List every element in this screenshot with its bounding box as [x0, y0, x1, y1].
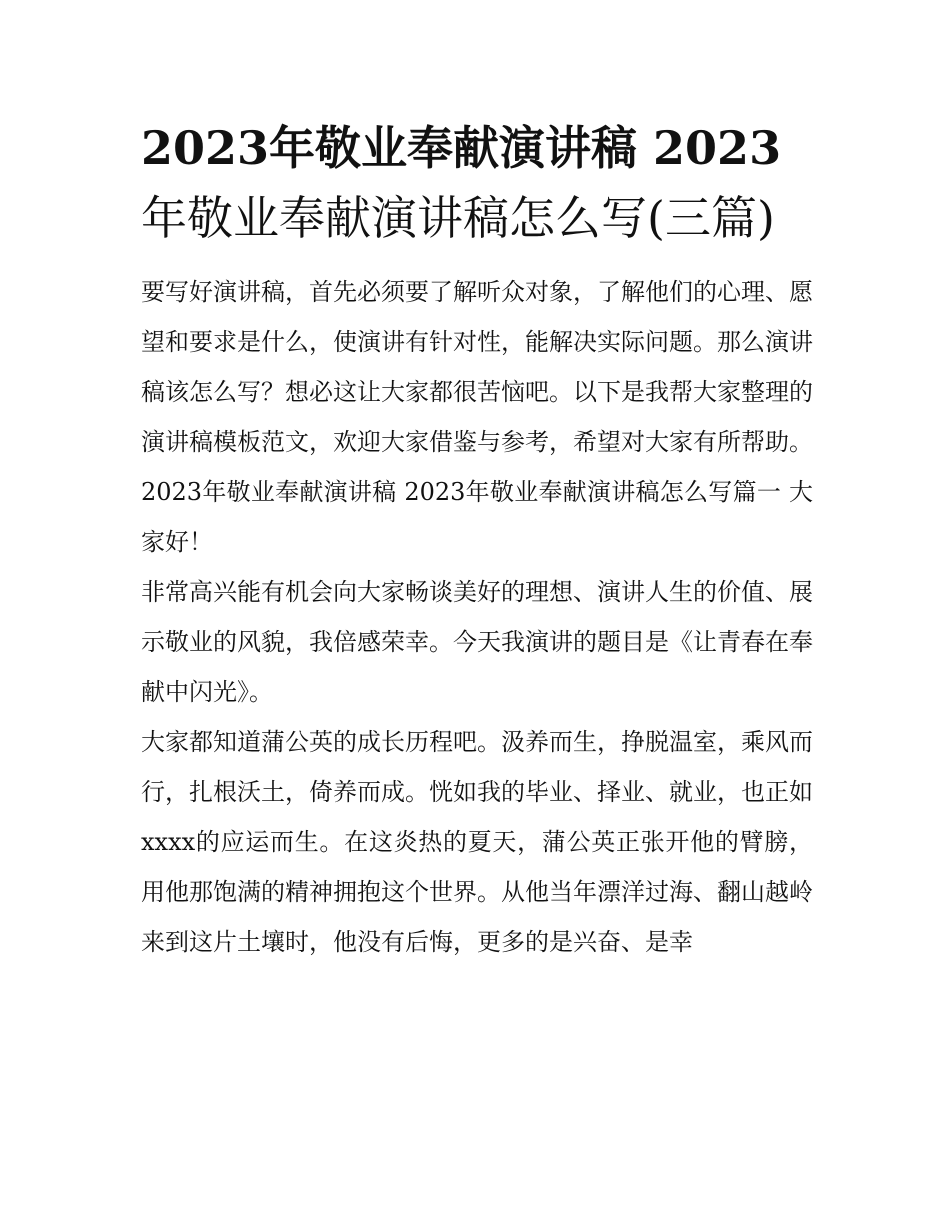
body-paragraph: 大家都知道蒲公英的成长历程吧。汲养而生，挣脱温室，乘风而行，扎根沃土，倚养而成。恍如我的毕业、择业、就业，也正如xxxx的应运而生。在这炎热的夏天，蒲公英正张开他的臂膀，用他那饱满的精神拥抱这个世界。从他当年漂洋过海、翻山越岭来到这片土壤时，他没有后悔，更多的是兴奋、是幸 — [141, 728, 813, 956]
section-heading-paragraph: 2023年敬业奉献演讲稿 2023年敬业奉献演讲稿怎么写篇一 大家好！ — [141, 478, 813, 556]
document-title — [141, 113, 813, 253]
document-title-bold: 2023年敬业奉献演讲稿 2023 — [141, 121, 782, 175]
document-content — [141, 113, 813, 967]
document-title-rest: 年敬业奉献演讲稿怎么写(三篇) — [141, 191, 775, 245]
document-body — [141, 267, 813, 967]
intro-paragraph: 要写好演讲稿，首先必须要了解听众对象，了解他们的心理、愿望和要求是什么，使演讲有针对性，能解决实际问题。那么演讲稿该怎么写？想必这让大家都很苦恼吧。以下是我帮大家整理的演讲稿模板范文，欢迎大家借鉴与参考，希望对大家有所帮助。 — [141, 278, 813, 456]
body-paragraph: 非常高兴能有机会向大家畅谈美好的理想、演讲人生的价值、展示敬业的风貌，我倍感荣幸。今天我演讲的题目是《让青春在奉献中闪光》。 — [141, 578, 813, 706]
